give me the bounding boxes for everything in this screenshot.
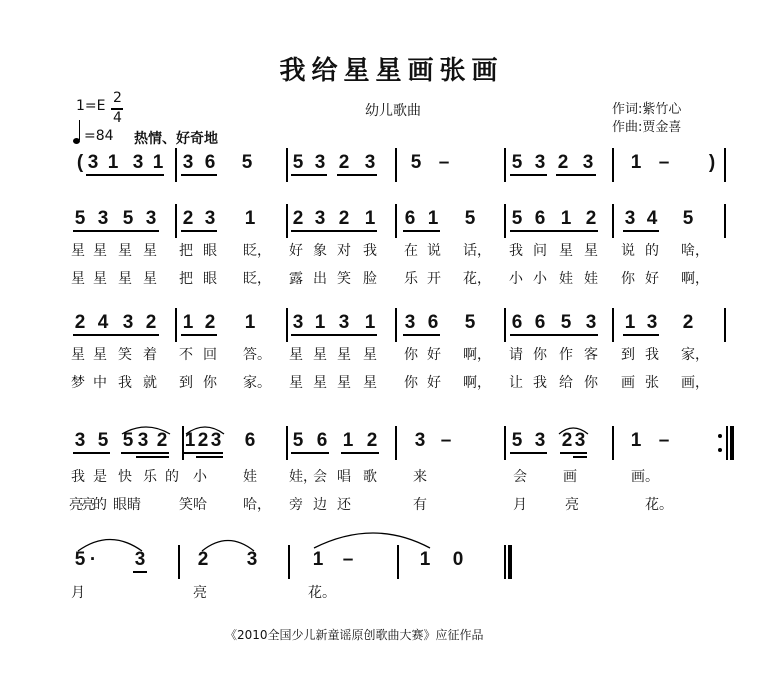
lyric-char: 好 <box>427 347 441 363</box>
note: 1 <box>560 208 572 229</box>
note: 3 <box>314 152 326 173</box>
note: 3 <box>182 152 194 173</box>
lyric-char: 画 <box>621 375 635 391</box>
note: 3 <box>314 208 326 229</box>
note: 3 <box>145 208 157 229</box>
lyric-char: 小 <box>509 271 523 287</box>
lyric-char: 亮 <box>69 497 83 513</box>
note: 1 <box>419 549 431 570</box>
lyric-char: 露 <box>289 271 303 287</box>
lyric-char: 你 <box>621 271 635 287</box>
note: 6 <box>427 312 439 333</box>
lyric-char: 到 <box>179 375 193 391</box>
lyric-char: 小 <box>193 469 207 485</box>
note: 2 <box>585 208 597 229</box>
note: 5 <box>122 208 134 229</box>
note: 5 <box>511 152 523 173</box>
lyric-char: 问 <box>533 243 547 259</box>
lyric-char: 你 <box>404 347 418 363</box>
note: 3 <box>582 152 594 173</box>
lyric-char: 不 <box>179 347 193 363</box>
lyric-char: 啊， <box>681 271 709 287</box>
lyric-char: 啊， <box>463 375 491 391</box>
lyric-char: 就 <box>143 375 157 391</box>
lyric-char: 花。 <box>645 497 673 513</box>
note: 5 <box>97 430 109 451</box>
lyric-char: 星 <box>71 243 85 259</box>
note: 6 <box>404 208 416 229</box>
lyric-char: 中 <box>93 375 107 391</box>
lyric-char: 张 <box>645 375 659 391</box>
note: 3 <box>134 549 146 570</box>
lyric-char: 我 <box>363 243 377 259</box>
lyric-char: 哈 <box>193 497 207 513</box>
tie <box>314 533 430 548</box>
lyric-char: 客 <box>584 347 598 363</box>
lyric-char: 花， <box>463 271 491 287</box>
tempo-marking: =84 <box>84 128 114 144</box>
lyric-char: 亮 <box>193 585 207 601</box>
composer-credit: 作曲:贾金喜 <box>612 120 682 135</box>
note: – <box>658 152 670 173</box>
lyric-char: 娃， <box>289 469 317 485</box>
lyric-char: 我 <box>118 375 132 391</box>
lyric-char: 是 <box>93 469 107 485</box>
lyric-char: 眼 <box>203 243 217 259</box>
lyric-char: 娃 <box>243 469 257 485</box>
note: 2 <box>682 312 694 333</box>
lyric-char: 脸 <box>363 271 377 287</box>
note: 1 <box>312 549 324 570</box>
note: 3 <box>87 152 99 173</box>
note: 5 <box>74 208 86 229</box>
note: 4 <box>97 312 109 333</box>
note: 3 <box>292 312 304 333</box>
note: 2 <box>197 430 209 451</box>
lyric-char: 旁 <box>289 497 303 513</box>
note: 1 <box>184 430 196 451</box>
lyric-char: 画， <box>681 375 709 391</box>
lyric-char: 歌 <box>363 469 377 485</box>
lyric-char: 星 <box>289 347 303 363</box>
note: 2 <box>338 208 350 229</box>
lyric-char: 着 <box>143 347 157 363</box>
note: 1 <box>427 208 439 229</box>
lyric-char: 啊， <box>463 347 491 363</box>
lyric-char: 你 <box>584 375 598 391</box>
note: 5 <box>511 208 523 229</box>
lyric-char: 星 <box>143 271 157 287</box>
lyric-char: 唱 <box>337 469 351 485</box>
lyric-char: 画 <box>563 469 577 485</box>
note: 1 <box>182 312 194 333</box>
lyric-char: 眨， <box>243 243 271 259</box>
note: 1 <box>364 208 376 229</box>
lyric-char: 好 <box>289 243 303 259</box>
lyric-char: 好 <box>645 271 659 287</box>
lyric-char: 眨， <box>243 271 271 287</box>
lyric-char: 睛 <box>127 497 141 513</box>
note: 2 <box>338 152 350 173</box>
note: 3 <box>210 430 222 451</box>
lyric-char: 哈， <box>243 497 271 513</box>
lyric-char: 小 <box>533 271 547 287</box>
lyric-char: 好 <box>427 375 441 391</box>
note: 6 <box>244 430 256 451</box>
lyric-char: 娃 <box>559 271 573 287</box>
note: 6 <box>511 312 523 333</box>
note: 2 <box>561 430 573 451</box>
note: – <box>658 430 670 451</box>
lyric-char: 乐 <box>143 469 157 485</box>
lyric-char: 月 <box>513 497 527 513</box>
note: 6 <box>534 208 546 229</box>
note: 1 <box>152 152 164 173</box>
lyric-char: 我 <box>533 375 547 391</box>
note: 2 <box>204 312 216 333</box>
lyric-char: 对 <box>337 243 351 259</box>
lyric-char: 啥， <box>681 243 709 259</box>
time-signature-top: 2 <box>113 90 122 106</box>
tie <box>78 540 142 552</box>
lyric-char: 星 <box>337 347 351 363</box>
note: 3 <box>414 430 426 451</box>
note: 6 <box>204 152 216 173</box>
lyric-char: 来 <box>413 469 427 485</box>
note: 5 <box>410 152 422 173</box>
note: 5 <box>560 312 572 333</box>
note: 0 <box>452 549 464 570</box>
lyric-char: 笑 <box>337 271 351 287</box>
note: 3 <box>646 312 658 333</box>
note: 3 <box>132 152 144 173</box>
lyric-char: 月 <box>71 585 85 601</box>
note: ( <box>76 152 84 173</box>
lyric-char: 画。 <box>631 469 659 485</box>
lyric-char: 家， <box>681 347 709 363</box>
note: 5 <box>511 430 523 451</box>
note: 5 <box>682 208 694 229</box>
note: ) <box>708 152 716 173</box>
lyric-char: 星 <box>313 347 327 363</box>
lyric-char: 的 <box>93 497 107 513</box>
note: 1 <box>244 312 256 333</box>
lyric-char: 回 <box>203 347 217 363</box>
lyric-char: 到 <box>621 347 635 363</box>
note: 2 <box>197 549 209 570</box>
lyric-char: 星 <box>337 375 351 391</box>
lyric-char: 花。 <box>308 585 336 601</box>
note: – <box>342 549 354 570</box>
footer-note: 《2010全国少儿新童谣原创歌曲大赛》应征作品 <box>225 628 484 642</box>
lyric-char: 有 <box>413 497 427 513</box>
lyric-char: 星 <box>363 375 377 391</box>
lyric-char: 乐 <box>404 271 418 287</box>
lyric-char: 请 <box>509 347 523 363</box>
lyric-char: 梦 <box>71 375 85 391</box>
note: 2 <box>74 312 86 333</box>
lyric-char: 把 <box>179 271 193 287</box>
lyric-char: 你 <box>533 347 547 363</box>
lyric-char: 把 <box>179 243 193 259</box>
note: 3 <box>137 430 149 451</box>
note: 3 <box>574 430 586 451</box>
note: 2 <box>145 312 157 333</box>
lyric-char: 你 <box>203 375 217 391</box>
expression-marking: 热情、好奇地 <box>134 131 218 147</box>
note: 6 <box>534 312 546 333</box>
lyric-char: 星 <box>71 347 85 363</box>
lyric-char: 边 <box>313 497 327 513</box>
lyric-char: 还 <box>337 497 351 513</box>
note: 1 <box>244 208 256 229</box>
lyric-char: 笑 <box>179 497 193 513</box>
lyric-char: 星 <box>118 271 132 287</box>
note: – <box>438 152 450 173</box>
note: 5 <box>464 312 476 333</box>
note: 5 <box>74 549 86 570</box>
lyric-char: 说 <box>621 243 635 259</box>
lyric-char: 给 <box>559 375 573 391</box>
time-signature-bottom: 4 <box>113 110 122 126</box>
lyric-char: 星 <box>559 243 573 259</box>
note: 5 <box>292 430 304 451</box>
note: – <box>440 430 452 451</box>
note: 3 <box>534 430 546 451</box>
slur <box>186 427 224 434</box>
song-title: 我给星星画张画 <box>279 56 504 86</box>
note: 5 <box>464 208 476 229</box>
note: 3 <box>97 208 109 229</box>
note: 1 <box>624 312 636 333</box>
note: 3 <box>624 208 636 229</box>
note: 3 <box>534 152 546 173</box>
note: 2 <box>557 152 569 173</box>
lyric-char: 作 <box>559 347 573 363</box>
lyric-char: 星 <box>313 375 327 391</box>
lyric-char: 的 <box>165 469 179 485</box>
lyric-char: 星 <box>93 271 107 287</box>
lyric-char: 象 <box>313 243 327 259</box>
lyric-char: 会 <box>313 469 327 485</box>
lyric-char: 星 <box>93 347 107 363</box>
note: 3 <box>585 312 597 333</box>
slur <box>122 427 170 434</box>
lyric-char: 出 <box>313 271 327 287</box>
song-genre: 幼儿歌曲 <box>365 103 421 119</box>
lyric-char: 开 <box>427 271 441 287</box>
note: 1 <box>630 430 642 451</box>
lyric-char: 亮 <box>565 497 579 513</box>
note: 3 <box>74 430 86 451</box>
note: 4 <box>646 208 658 229</box>
lyric-char: 星 <box>363 347 377 363</box>
note: 5 <box>292 152 304 173</box>
lyric-char: 我 <box>71 469 85 485</box>
note: 2 <box>156 430 168 451</box>
lyric-char: 笑 <box>118 347 132 363</box>
lyric-char: 我 <box>509 243 523 259</box>
lyric-char: 你 <box>404 375 418 391</box>
note: 3 <box>338 312 350 333</box>
note: 3 <box>122 312 134 333</box>
slur <box>202 541 254 552</box>
note: 3 <box>246 549 258 570</box>
note: 1 <box>630 152 642 173</box>
key-signature: 1=E <box>76 98 106 114</box>
note: 5 <box>122 430 134 451</box>
note: · <box>89 549 97 570</box>
note: 6 <box>316 430 328 451</box>
lyricist-credit: 作词:紫竹心 <box>612 102 682 117</box>
lyric-char: 答。 <box>243 347 271 363</box>
lyric-char: 说 <box>427 243 441 259</box>
lyric-char: 星 <box>118 243 132 259</box>
note: 5 <box>241 152 253 173</box>
note: 3 <box>404 312 416 333</box>
lyric-char: 星 <box>93 243 107 259</box>
lyric-char: 在 <box>404 243 418 259</box>
lyric-char: 娃 <box>584 271 598 287</box>
lyric-char: 家。 <box>243 375 271 391</box>
lyric-char: 的 <box>645 243 659 259</box>
lyric-char: 星 <box>71 271 85 287</box>
lyric-char: 眼 <box>113 497 127 513</box>
note: 3 <box>204 208 216 229</box>
note: 3 <box>364 152 376 173</box>
lyric-char: 让 <box>509 375 523 391</box>
lyric-char: 会 <box>513 469 527 485</box>
lyric-char: 星 <box>584 243 598 259</box>
note: 1 <box>107 152 119 173</box>
lyric-char: 快 <box>118 469 132 485</box>
slur <box>559 428 588 434</box>
note: 2 <box>366 430 378 451</box>
note: 1 <box>364 312 376 333</box>
lyric-char: 眼 <box>203 271 217 287</box>
lyric-char: 亮 <box>81 497 95 513</box>
note: 1 <box>314 312 326 333</box>
note: 2 <box>292 208 304 229</box>
lyric-char: 星 <box>143 243 157 259</box>
note: 2 <box>182 208 194 229</box>
lyric-char: 话， <box>463 243 491 259</box>
lyric-char: 星 <box>289 375 303 391</box>
lyric-char: 我 <box>645 347 659 363</box>
note: 1 <box>342 430 354 451</box>
